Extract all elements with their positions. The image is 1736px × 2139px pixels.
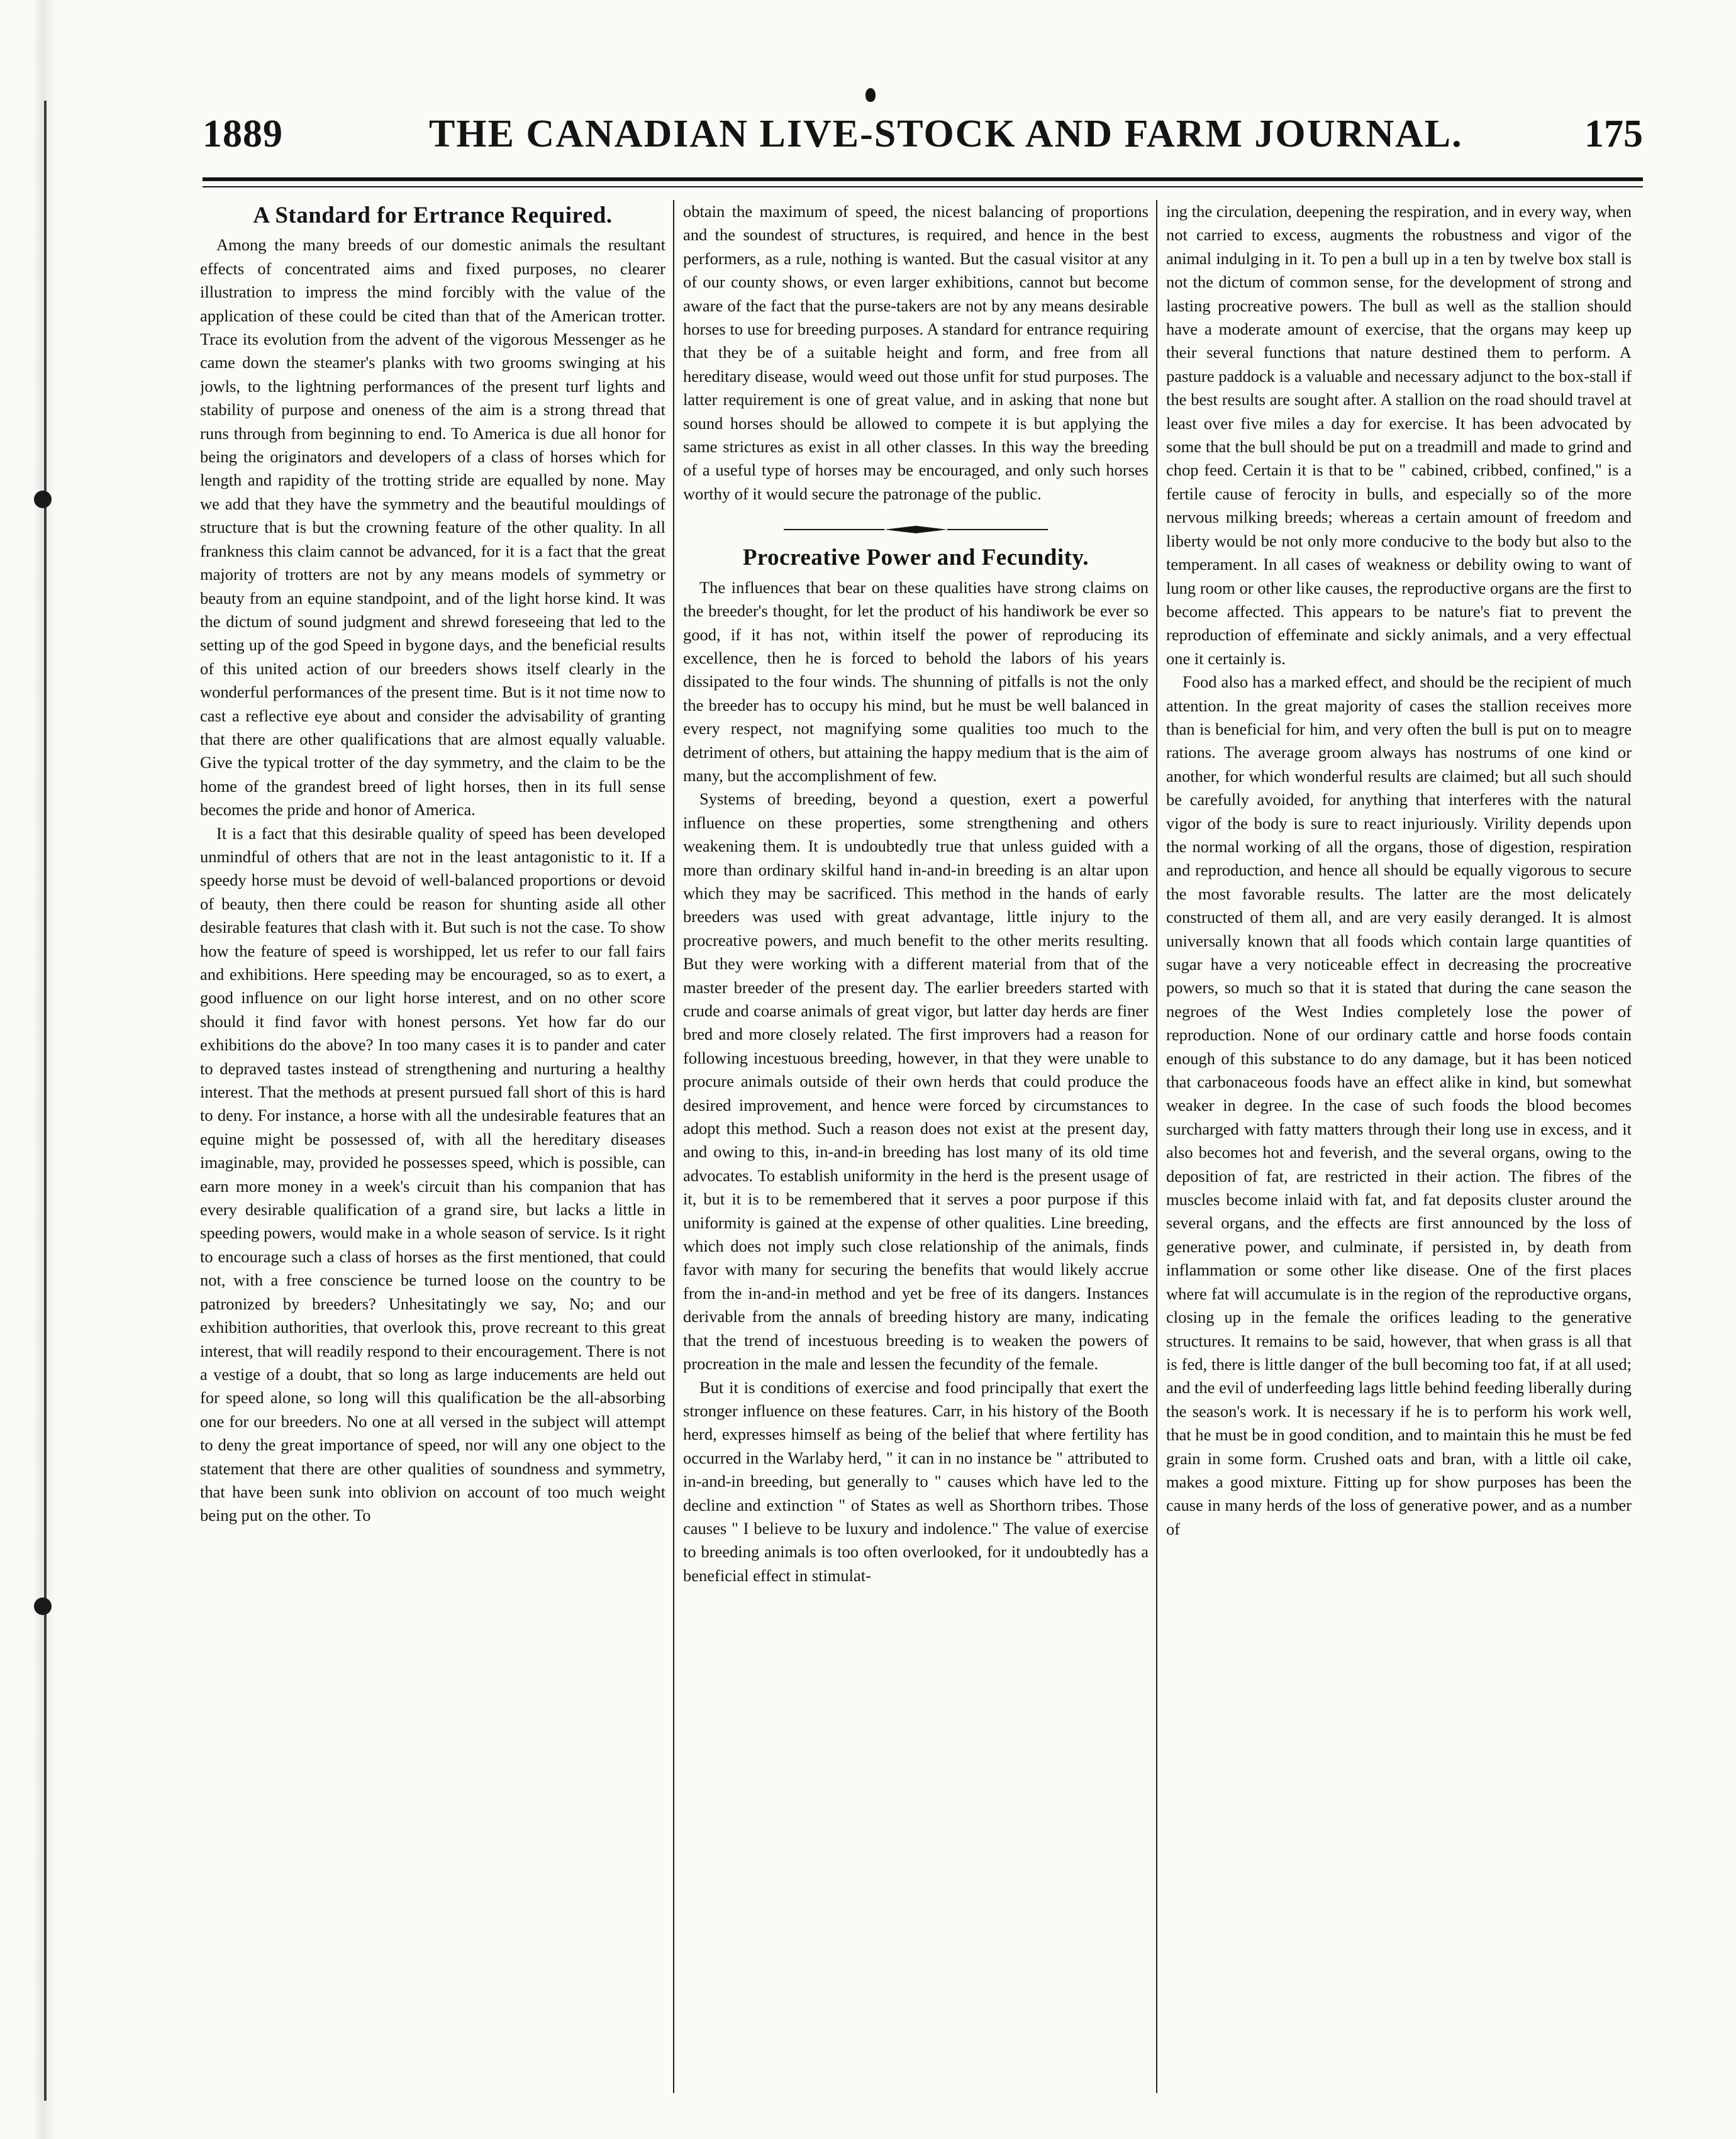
page-number: 175: [1584, 113, 1643, 155]
journal-title: THE CANADIAN LIVE-STOCK AND FARM JOURNAL.: [429, 113, 1463, 155]
binding-hole: [34, 491, 52, 508]
paragraph-continued: ing the circulation, deepening the respiration, and in every way, when not carried to excess, augments the robustness and vigor of the animal indulging in it. To pen a bull up in a ten by twelve box stall is not the dictum of common sense, for the development of strong and lasting procreative powers. The bull as well as the stallion should have a moderate amount of exercise, that the organs may keep up their several functions that nature destined them to perform. A pasture paddock is a valuable and necessary adjunct to the box-stall if the best results are sought after. A stallion on the road should travel at least over five miles a day for exercise. It has been advocated by some that the bull should be put on a treadmill and made to grind and chop feed. Certain it is that to be " cabined, cribbed, confined," is a fertile cause of ferocity in bulls, and especially so of the more nervous milking breeds; whereas a certain amount of freedom and liberty would be not only more conducive to the body but also to the temperament. In all cases of weakness or debility owing to want of lung room or other like causes, the reproductive organs are the first to become affected. This appears to be nature's fiat to prevent the reproduction of effeminate and sickly animals, and a very effectual one it certainly is.: [1166, 202, 1632, 668]
column-divider: [1156, 200, 1157, 2093]
column-1: [200, 200, 665, 2093]
paragraph: It is a fact that this desirable quality of speed has been developed unmindful of others that are not in the least antagonistic to it. If a speedy horse must be devoid of well-balanced proportions or devoid of beauty, then there could be reason for shunting aside all other desirable features that clash with it. But such is not the case. To show how the feature of speed is worshipped, let us refer to our fall fairs and exhibitions. Here speeding may be encouraged, so as to exert, a good influence on our light horse interest, and on no other score should it find favor with honest persons. Yet how far do our exhibitions do the above? In too many cases it is to pander and cater to depraved tastes instead of strengthening and nurturing a healthy interest. That the methods at present pursued fall short of this is hard to deny. For instance, a horse with all the undesirable features that an equine might be possessed of, with all the hereditary diseases imaginable, may, provided he possesses speed, which is possible, can earn more money in a week's circuit than his companion that has every desirable qualification of a grand sire, but lacks a little in speeding powers, would make in a whole season of service. Is it right to encourage such a class of horses as the first mentioned, that could not, with a free conscience be turned loose on the country to be patronized by breeders? Unhesitatingly we say, No; and our exhibition authorities, that overlook this, prove recreant to this great interest, that will readily respond to their encouragement. There is not a vestige of a doubt, that so long as large inducements are held out for speed alone, so long will this qualification be the all-absorbing one for our breeders. No one at all versed in the subject will attempt to deny the great importance of speed, nor will any one object to the statement that there are other qualities of soundness and symmetry, that have been sunk into oblivion on account of too much weight being put on the other. To: [200, 823, 665, 1525]
article-title: A Standard for Ertrance Required.: [253, 203, 613, 228]
paragraph: Food also has a marked effect, and should be the recipient of much attention. In the great majority of cases the stallion receives more than is beneficial for him, and very often the bull is put on to meagre rations. The average groom always has nostrums of one kind or another, for which wonderful results are claimed; but all such should be carefully avoided, for anything that interferes with the natural vigor of the body is sure to react injuriously. Virility depends upon the normal working of all the organs, those of digestion, respiration and reproduction, and hence all should be equally vigorous to secure the most favorable results. The latter are the most delicately constructed of them all, and are very easily deranged. It is almost universally known that all foods which contain large quantities of sugar have a very noticeable effect in decreasing the procreative powers, so much so that it is stated that during the cane season the negroes of the West Indies completely lose the power of reproduction. None of our ordinary cattle and horse foods contain enough of this substance to do any damage, but it has been noticed that carbonaceous foods have an effect alike in kind, but somewhat weaker in degree. In the case of such foods the blood becomes surcharged with fatty matters through their long use in excess, and it also becomes hot and feverish, and the several organs, owing to the deposition of fat, are restricted in their action. The fibres of the muscles become inlaid with fat, and fat deposits cluster around the several organs, and the effects are first announced by the loss of generative power, and culminate, if persisted in, by death from inflammation or some other like disease. One of the first places where fat will accumulate is in the region of the reproductive organs, closing up in the female the orifices leading to the generative structures. It remains to be said, however, that when grass is all that is fed, there is little danger of the bull becoming too fat, if at all used; and the evil of underfeeding lags little behind feeding liberally during the season's work. It is necessary if he is to perform his work well, that he must be in good condition, and to maintain this he must be fed grain in some form. Crushed oats and bran, with a little oil cake, makes a good mixture. Fitting up for show purposes has been the cause in many herds of the loss of generative power, and as a number of: [1166, 672, 1632, 1538]
column-2: [683, 200, 1149, 2093]
header-rule-thin: [203, 186, 1643, 187]
column-divider: [673, 200, 674, 2093]
page-ornament-dot: [865, 88, 876, 102]
header-rule: [203, 177, 1643, 181]
section-divider-ornament: [784, 522, 1048, 537]
paragraph: The influences that bear on these qualities have strong claims on the breeder's thought, for let the product of his handiwork be ever so good, if it has not, within itself the power of reproducing its excellence, then he is forced to behold the labors of his years dissipated to the four winds. The shunning of pitfalls is not the only the breeder has to occupy his mind, but he must be well balanced in every respect, not magnifying some qualities too much to the detriment of others, but attaining the happy medium that is the aim of many, but the accomplishment of few.: [683, 577, 1149, 785]
paragraph: But it is conditions of exercise and food principally that exert the stronger influence on these features. Carr, in his history of the Booth herd, expresses himself as being of the belief that where fertility has occurred in the Warlaby herd, " it can in no instance be " attributed to in-and-in breeding, but generally to " causes which have led to the decline and extinction " of States as well as Shorthorn tribes. Those causes " I believe to be luxury and indolence." The value of exercise to breeding animals is too often overlooked, for it undoubtedly has a beneficial effect in stimulat-: [683, 1377, 1149, 1585]
article-title: Procreative Power and Fecundity.: [742, 545, 1089, 571]
paragraph: Among the many breeds of our domestic animals the resultant effects of concentrated aims and fixed purposes, no clearer illustration to impress the mind forcibly with the value of the application of these could be cited than that of the American trotter. Trace its evolution from the advent of the vigorous Messenger as he came down the steamer's planks with two grooms swinging at his jowls, to the lightning performances of the present turf lights and stability of purpose and oneness of the aim is a strong thread that runs through from beginning to end. To America is due all honor for being the originators and developers of a class of horses which for length and rapidity of the trotting stride are equalled by none. May we add that they have the symmetry and the beautiful mouldings of structure that is but the crowning feature of the other quality. In all frankness this claim cannot be advanced, for it is a fact that the great majority of trotters are not by any means models of symmetry or beauty from an equine standpoint, and of the light horse kind. It was the dictum of sound judgment and shrewd foreseeing that led to the setting up of the god Speed in bygone days, and the beneficial results of this united action of our breeders shows itself clearly in the wonderful performances of the present time. But is it not time now to cast a reflective eye about and consider the advisability of granting that there are other qualifications that are almost equally valuable. Give the typical trotter of the day symmetry, and the claim to be the home of the grandest breed of light horses, then in its full sense becomes the pride and honor of America.: [200, 235, 665, 819]
binding-hole: [34, 1597, 52, 1615]
header-year: 1889: [203, 113, 283, 155]
column-3: [1166, 200, 1632, 2093]
binding-edge-line: [44, 101, 47, 2101]
running-header: [203, 112, 1643, 175]
paragraph-continued: obtain the maximum of speed, the nicest balancing of proportions and the soundest of structures, is required, and hence in the best performers, as a rule, nothing is wanted. But the casual visitor at any of our county shows, or even larger exhibitions, cannot but become aware of the fact that the purse-takers are not by any means desirable horses to use for breeding purposes. A standard for entrance requiring that they be of a suitable height and form, and free from all hereditary disease, would weed out those unfit for stud purposes. The latter requirement is one of great value, and in asking that none but sound horses should be allowed to compete it is but applying the same strictures as exist in all other classes. In this way the breeding of a useful type of horses may be encouraged, and only such horses worthy of it would secure the patronage of the public.: [683, 202, 1149, 503]
paragraph: Systems of breeding, beyond a question, exert a powerful influence on these properties, some strengthening and others weakening them. It is undoubtedly true that unless guided with a more than ordinary skilful hand in-and-in breeding is an altar upon which they may be sacrificed. This method in the hands of early breeders was used with great advantage, little injury to the procreative powers, and much benefit to the other merits resulting. But they were working with a different material from that of the master breeder of the present day. The earlier breeders started with crude and coarse animals of great vigor, but latter day herds are finer bred and more closely related. The first improvers had a reason for following incestuous breeding, however, in that they were unable to procure animals outside of their own herds that could produce the desired improvement, and hence were forced by circumstances to adopt this method. Such a reason does not exist at the present day, and owing to this, in-and-in breeding has lost many of its old time advocates. To establish uniformity in the herd is the present usage of it, but it is to be remembered that it serves a poor purpose if this uniformity is gained at the expense of other qualities. Line breeding, which does not imply such close relationship of the animals, finds favor with many for securing the benefits that would likely accrue from the in-and-in method and yet be free of its dangers. Instances derivable from the annals of breeding history are many, indicating that the trend of incestuous breeding is to weaken the powers of procreation in the male and lessen the fecundity of the female.: [683, 789, 1149, 1374]
